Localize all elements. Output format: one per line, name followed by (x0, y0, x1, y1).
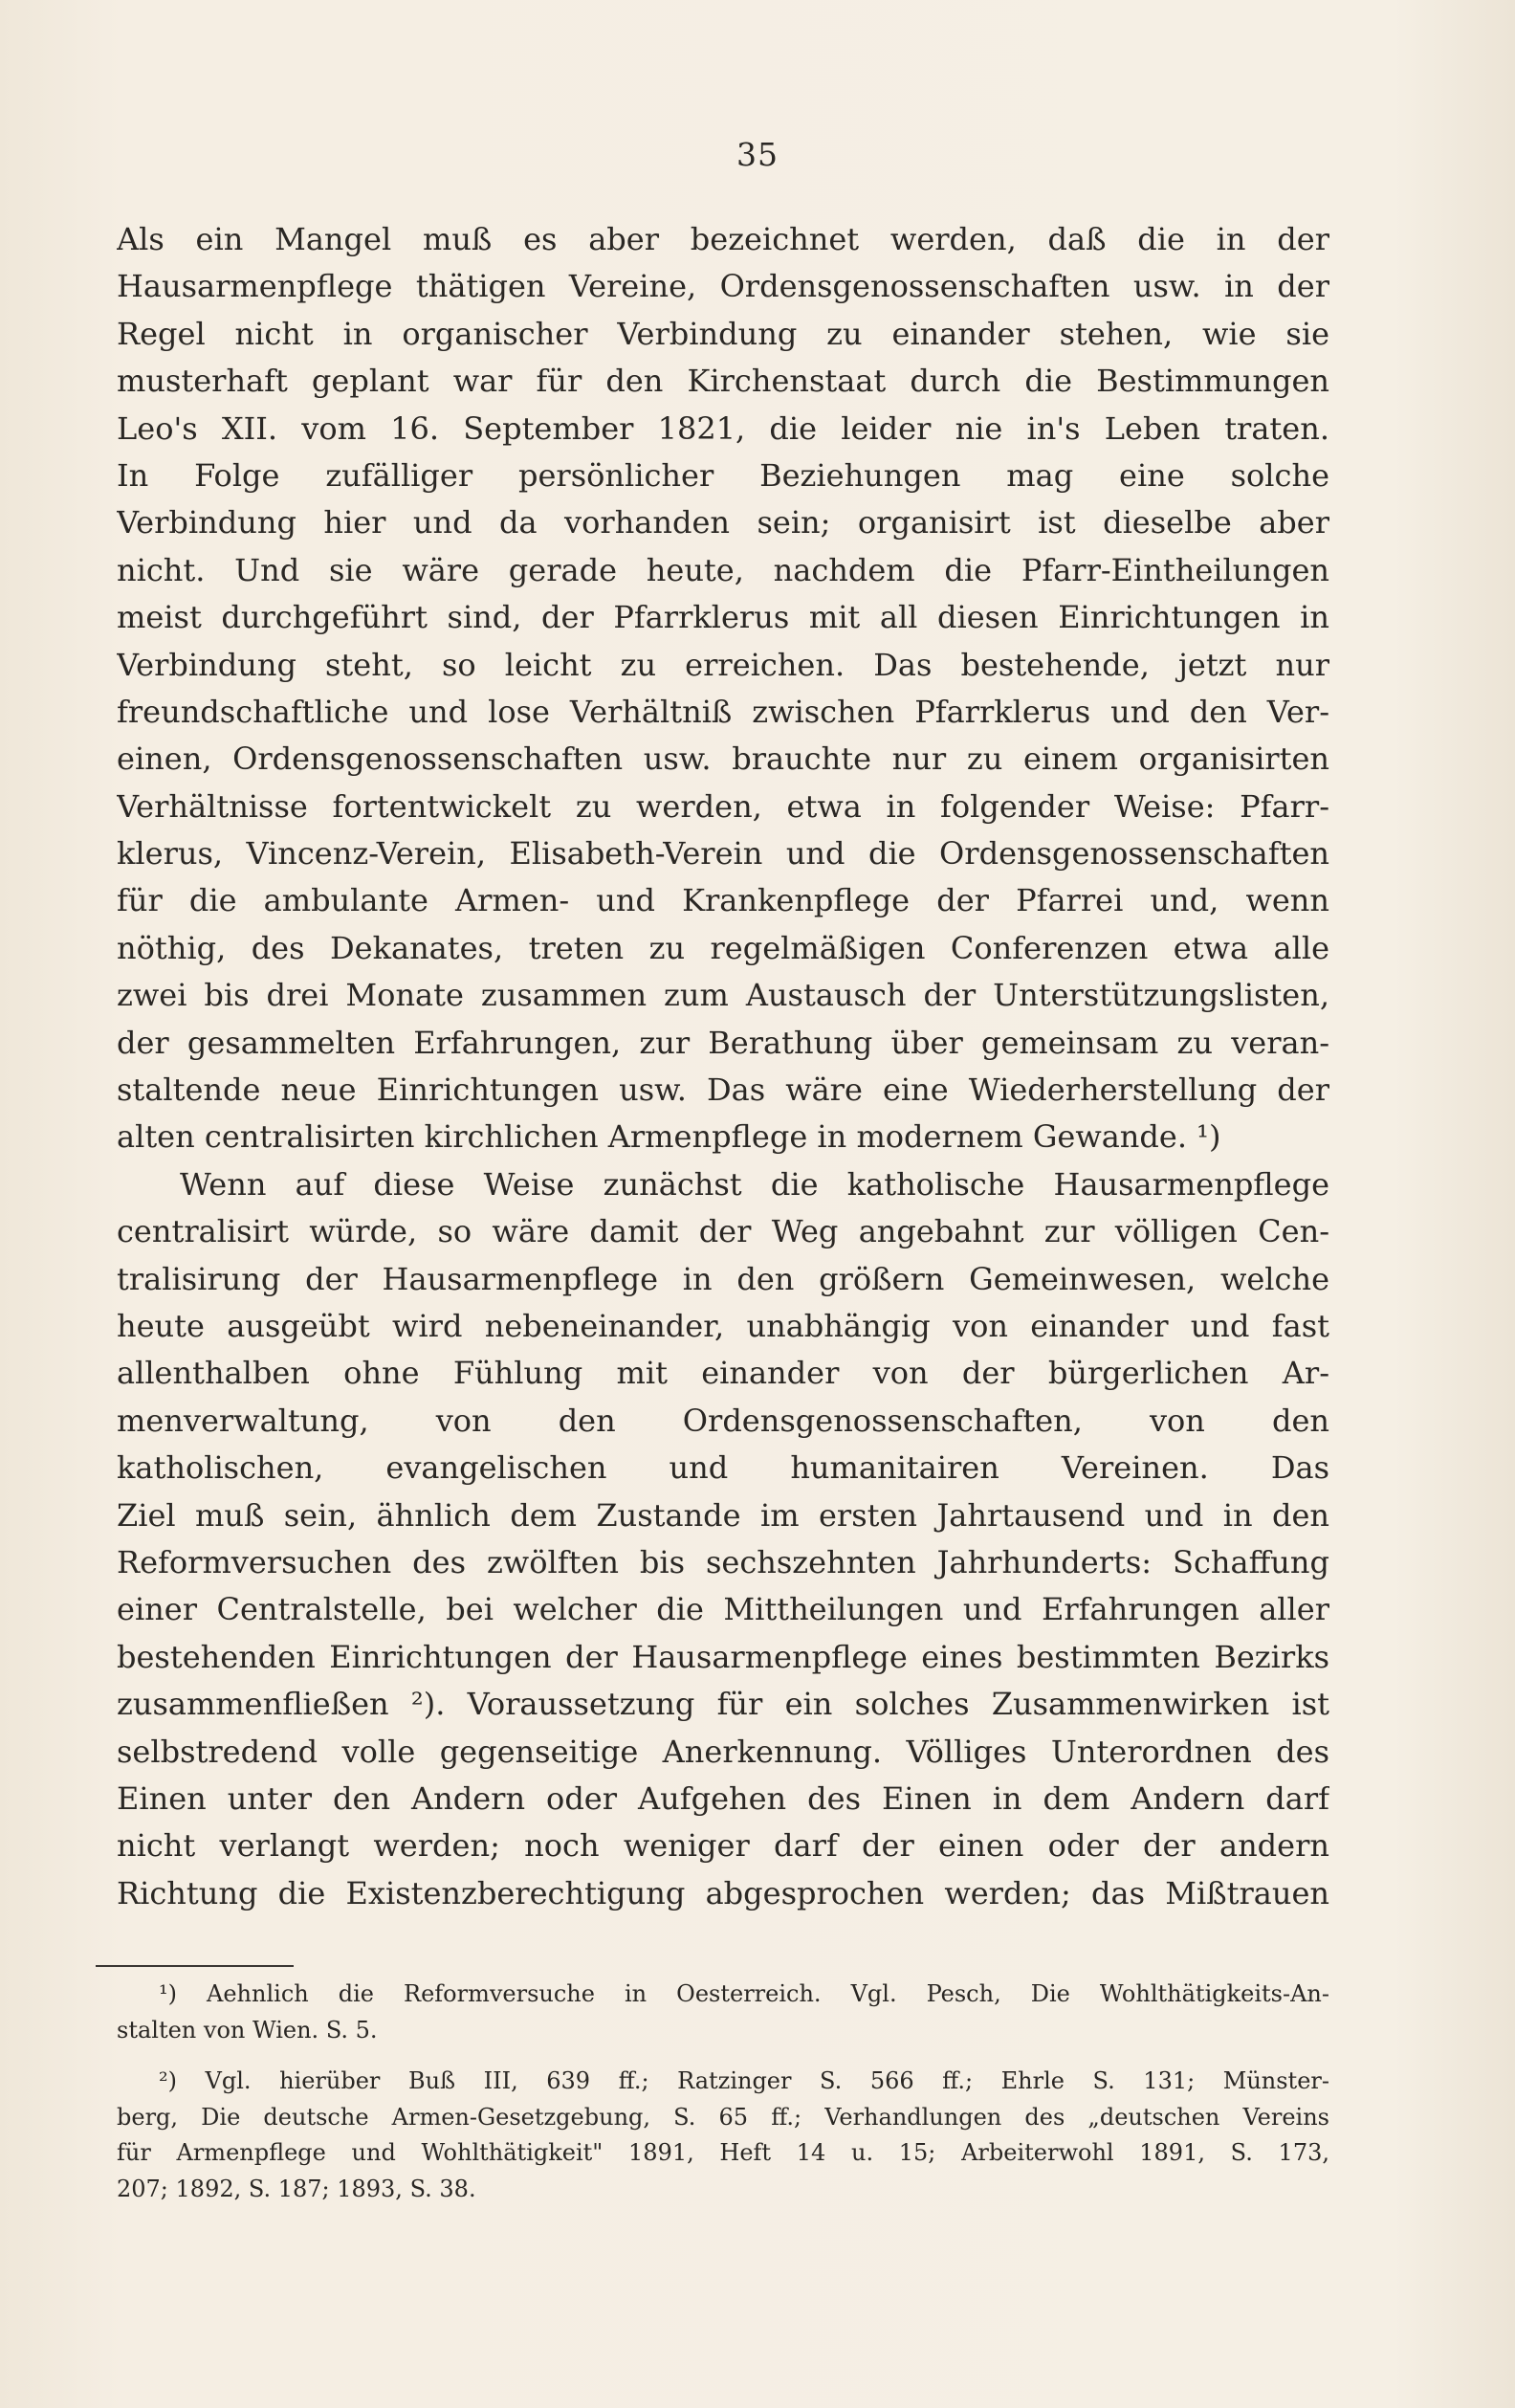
text-line: nöthig, des Dekanates, treten zu regelmäßigen Conferenzen etwa alle (117, 929, 1329, 966)
footnote-line: für Armenpflege und Wohlthätigkeit" 1891, Heft 14 u. 15; Arbeiterwohl 1891, S. 173, (117, 2139, 1329, 2166)
footnote-line: 207; 1892, S. 187; 1893, S. 38. (117, 2175, 476, 2202)
text-line: klerus, Vincenz-Verein, Elisabeth-Verein und die Ordensgenossenschaften (117, 835, 1329, 873)
footnotes (117, 1977, 1329, 2207)
text-line: selbstredend volle gegenseitige Anerkennung. Völliges Unterordnen des (117, 1733, 1329, 1770)
text-line: Reformversuchen des zwölften bis sechszehnten Jahrhunderts: Schaffung (117, 1543, 1329, 1580)
text-line: einer Centralstelle, bei welcher die Mittheilungen und Erfahrungen aller (117, 1591, 1329, 1628)
text-line: für die ambulante Armen- und Krankenpflege der Pfarrei und, wenn (117, 882, 1329, 919)
text-line: In Folge zufälliger persönlicher Beziehungen mag eine solche (117, 456, 1329, 494)
text-line: bestehenden Einrichtungen der Hausarmenpflege eines bestimmten Bezirks (117, 1638, 1329, 1675)
text-line: Leo's XII. vom 16. September 1821, die leider nie in's Leben traten. (117, 409, 1329, 447)
main-text (117, 216, 1329, 1917)
text-line: Verbindung hier und da vorhanden sein; organisirt ist dieselbe aber (117, 504, 1329, 541)
text-line: zusammenfließen ²). Voraussetzung für ein solches Zusammenwirken ist (117, 1686, 1329, 1723)
text-line: Hausarmenpflege thätigen Vereine, Ordensgenossenschaften usw. in der (117, 268, 1329, 305)
text-line: Verhältnisse fortentwickelt zu werden, etwa in folgender Weise: Pfarr- (117, 787, 1329, 825)
text-line: tralisirung der Hausarmenpflege in den größern Gemeinwesen, welche (117, 1260, 1329, 1297)
footnote-line: berg, Die deutsche Armen-Gesetzgebung, S. 65 ff.; Verhandlungen des „deutschen Vereins (117, 2103, 1329, 2131)
text-line: Regel nicht in organischer Verbindung zu einander stehen, wie sie (117, 315, 1329, 352)
text-line: freundschaftliche und lose Verhältniß zwischen Pfarrklerus und den Ver- (117, 693, 1329, 730)
page-number: 35 (736, 136, 779, 173)
text-line: einen, Ordensgenossenschaften usw. brauchte nur zu einem organisirten (117, 740, 1329, 778)
footnote-line: ¹) Aehnlich die Reformversuche in Oesterreich. Vgl. Pesch, Die Wohlthätigkeits-An- (159, 1980, 1329, 2007)
footnote-line: ²) Vgl. hierüber Buß III, 639 ff.; Ratzinger S. 566 ff.; Ehrle S. 131; Münster- (159, 2067, 1329, 2094)
footnote-divider (96, 1965, 294, 1967)
footnote-gap (117, 2048, 1329, 2064)
text-line: allenthalben ohne Fühlung mit einander von der bürgerlichen Ar- (117, 1355, 1329, 1392)
footnote-line: stalten von Wien. S. 5. (117, 2016, 378, 2043)
text-line: heute ausgeübt wird nebeneinander, unabhängig von einander und fast (117, 1307, 1329, 1344)
text-line: menverwaltung, von den Ordensgenossenschaften, von den (117, 1402, 1329, 1439)
text-line: katholischen, evangelischen und humanitairen Vereinen. Das (117, 1449, 1329, 1487)
text-line: Wenn auf diese Weise zunächst die katholische Hausarmenpflege (180, 1165, 1329, 1203)
text-line: Als ein Mangel muß es aber bezeichnet werden, daß die in der (117, 221, 1329, 257)
text-line: Ziel muß sein, ähnlich dem Zustande im ersten Jahrtausend und in den (117, 1496, 1329, 1534)
text-line: musterhaft geplant war für den Kirchenstaat durch die Bestimmungen (117, 363, 1329, 400)
text-line: Einen unter den Andern oder Aufgehen des Einen in dem Andern darf (117, 1779, 1329, 1817)
text-line: staltende neue Einrichtungen usw. Das wäre eine Wiederherstellung der (117, 1071, 1329, 1109)
text-line: zwei bis drei Monate zusammen zum Austausch der Unterstützungslisten, (117, 977, 1329, 1014)
text-line: alten centralisirten kirchlichen Armenpflege in modernem Gewande. ¹) (117, 1118, 1221, 1156)
text-line: Verbindung steht, so leicht zu erreichen. Das bestehende, jetzt nur (117, 646, 1329, 683)
text-line: Richtung die Existenzberechtigung abgesprochen werden; das Mißtrauen (117, 1874, 1329, 1911)
text-line: nicht. Und sie wäre gerade heute, nachdem die Pfarr-Eintheilungen (117, 551, 1329, 588)
text-line: centralisirt würde, so wäre damit der Weg angebahnt zur völligen Cen- (117, 1213, 1329, 1250)
text-line: meist durchgeführt sind, der Pfarrklerus mit all diesen Einrichtungen in (117, 599, 1329, 636)
text-line: nicht verlangt werden; noch weniger darf der einen oder der andern (117, 1827, 1329, 1865)
text-line: der gesammelten Erfahrungen, zur Berathung über gemeinsam zu veran- (117, 1024, 1329, 1061)
